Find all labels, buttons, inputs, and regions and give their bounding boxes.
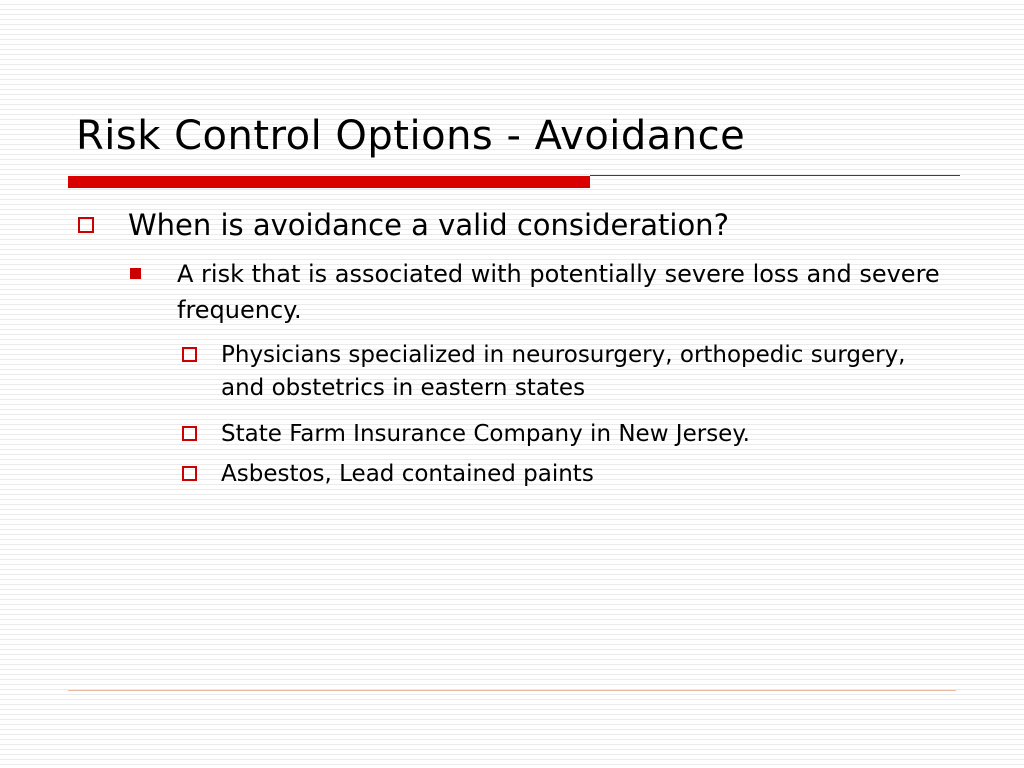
bullet-level2-risk-description [130, 256, 950, 328]
bullet-level3-physicians [182, 339, 921, 405]
bullet-level1-question [78, 204, 958, 246]
title-underline-thick [68, 176, 590, 188]
bullet-text: When is avoidance a valid consideration? [128, 208, 729, 242]
bullet-text: A risk that is associated with potentially severe loss and severe frequency. [177, 260, 940, 324]
hollow-square-icon [182, 426, 197, 441]
slide-title: Risk Control Options - Avoidance [76, 113, 746, 159]
hollow-square-icon [182, 466, 197, 481]
hollow-square-icon [182, 347, 197, 362]
filled-square-icon [130, 268, 141, 279]
hollow-square-icon [78, 217, 94, 233]
bullet-text: Physicians specialized in neurosurgery, orthopedic surgery, and obstetrics in eastern states [221, 342, 906, 401]
bullet-level3-state-farm [182, 418, 921, 451]
bullet-level3-asbestos [182, 458, 921, 491]
footer-divider [68, 690, 956, 691]
title-underline-thin [590, 175, 960, 176]
bullet-text: Asbestos, Lead contained paints [221, 461, 594, 487]
bullet-text: State Farm Insurance Company in New Jersey. [221, 421, 750, 447]
